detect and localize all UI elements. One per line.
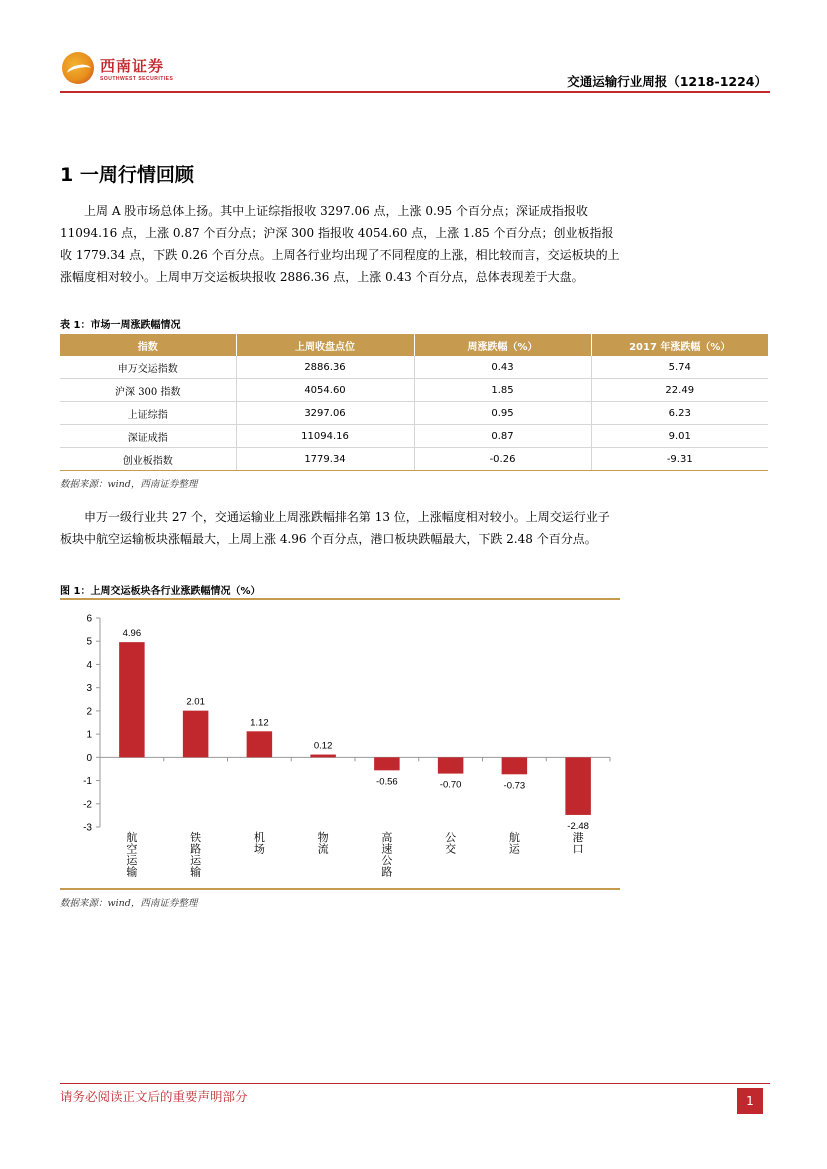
bar-港口 <box>565 757 591 815</box>
table-header-cell: 周涨跌幅（%） <box>414 334 591 356</box>
y-tick-label: 2 <box>86 706 92 718</box>
y-tick-label: -1 <box>83 776 92 788</box>
table-cell: 9.01 <box>591 425 768 448</box>
paragraph-sector-ranking: 申万一级行业共 27 个，交通运输业上周涨跌幅排名第 13 位，上涨幅度相对较小。上周交运行业子板块中航空运输板块涨幅最大，上周上涨 4.96 个百分点，港口板块跌幅最大，下跌 2.48 个百分点。 <box>60 510 610 546</box>
table-row <box>60 356 768 379</box>
x-tick-label: 港口 <box>572 831 584 856</box>
company-logo <box>62 49 182 89</box>
x-tick-label: 航空运输 <box>126 831 138 879</box>
sector-change-bar-chart <box>60 602 620 886</box>
table-cell: 2886.36 <box>236 356 414 379</box>
header-divider <box>60 91 770 93</box>
table-cell: 创业板指数 <box>60 448 236 471</box>
table-row <box>60 402 768 425</box>
table-cell: 11094.16 <box>236 425 414 448</box>
x-tick-label: 高速公路 <box>381 831 393 879</box>
bar-机场 <box>247 731 273 757</box>
x-tick-label: 航运 <box>508 831 520 856</box>
table-row <box>60 425 768 448</box>
y-tick-label: 1 <box>86 729 92 741</box>
bar-航运 <box>502 757 528 774</box>
table-header-row <box>60 334 768 356</box>
table-cell: -9.31 <box>591 448 768 471</box>
data-label: -0.70 <box>439 779 462 791</box>
logo-text-cn: 西南证券 <box>100 57 165 75</box>
figure-bottom-rule <box>60 888 620 890</box>
report-title: 交通运输行业周报（1218-1224） <box>567 74 767 89</box>
data-label: 4.96 <box>122 628 142 640</box>
table-cell: 深证成指 <box>60 425 236 448</box>
data-label: 1.12 <box>250 717 269 729</box>
data-label: -0.73 <box>503 780 526 792</box>
table-header-cell: 2017 年涨跌幅（%） <box>591 334 768 356</box>
table-cell: 0.95 <box>414 402 591 425</box>
figure-top-rule <box>60 598 620 600</box>
data-label: 2.01 <box>186 696 205 708</box>
logo-text-en: SOUTHWEST SECURITIES <box>100 76 174 82</box>
logo-emblem-icon <box>62 52 94 84</box>
table-cell: 0.43 <box>414 356 591 379</box>
x-tick-label: 铁路运输 <box>190 831 202 879</box>
paragraph-market-review: 上周 A 股市场总体上扬。其中上证综指报收 3297.06 点，上涨 0.95 个百分点；深证成指报收 11094.16 点，上涨 0.87 个百分点；沪深 300 指报收 4054.60 点，上涨 1.85 个百分点；创业板指报收 1779.34 点，下跌 0.26 个百分点。上周各行业均出现了不同程度的上涨，相比较而言，交运板块的上涨幅度相对较小。上周申万交运板块报收 2886.36 点，上涨 0.43 个百分点，总体表现差于大盘。 <box>60 204 620 284</box>
table-cell: -0.26 <box>414 448 591 471</box>
table-cell: 沪深 300 指数 <box>60 379 236 402</box>
table-cell: 22.49 <box>591 379 768 402</box>
y-tick-label: 0 <box>86 752 92 764</box>
figure-caption: 图 1：上周交运板块各行业涨跌幅情况（%） <box>60 586 261 597</box>
bar-铁路运输 <box>183 711 209 758</box>
figure-source-note: 数据来源：wind，西南证券整理 <box>60 898 198 909</box>
table-source-note: 数据来源：wind，西南证券整理 <box>60 479 198 490</box>
table-cell: 0.87 <box>414 425 591 448</box>
footer-divider <box>60 1083 770 1084</box>
table-header-cell: 指数 <box>60 334 236 356</box>
x-tick-label: 物流 <box>317 831 329 856</box>
y-tick-label: -2 <box>83 799 92 811</box>
y-tick-label: 3 <box>86 683 92 695</box>
table-cell: 4054.60 <box>236 379 414 402</box>
table-cell: 3297.06 <box>236 402 414 425</box>
bar-高速公路 <box>374 757 400 770</box>
y-tick-label: 4 <box>86 659 92 671</box>
bar-航空运输 <box>119 642 145 757</box>
section-heading: 1 一周行情回顾 <box>60 164 194 186</box>
table-cell: 申万交运指数 <box>60 356 236 379</box>
table-header-cell: 上周收盘点位 <box>236 334 414 356</box>
data-label: -2.48 <box>567 820 589 832</box>
footer-disclaimer: 请务必阅读正文后的重要声明部分 <box>60 1089 248 1104</box>
y-tick-label: -3 <box>83 822 92 834</box>
table-cell: 1.85 <box>414 379 591 402</box>
market-change-table <box>60 334 768 471</box>
bar-公交 <box>438 757 464 773</box>
data-label: 0.12 <box>313 740 333 752</box>
table-row <box>60 379 768 402</box>
table-cell: 6.23 <box>591 402 768 425</box>
x-tick-label: 公交 <box>445 831 457 856</box>
y-tick-label: 5 <box>86 636 92 648</box>
bar-物流 <box>310 755 336 758</box>
page-number: 1 <box>737 1088 763 1114</box>
y-tick-label: 6 <box>86 613 92 625</box>
table-row <box>60 448 768 471</box>
table-cell: 上证综指 <box>60 402 236 425</box>
table-cell: 1779.34 <box>236 448 414 471</box>
table-caption: 表 1：市场一周涨跌幅情况 <box>60 320 181 331</box>
x-tick-label: 机场 <box>253 831 265 856</box>
data-label: -0.56 <box>376 776 398 788</box>
table-cell: 5.74 <box>591 356 768 379</box>
